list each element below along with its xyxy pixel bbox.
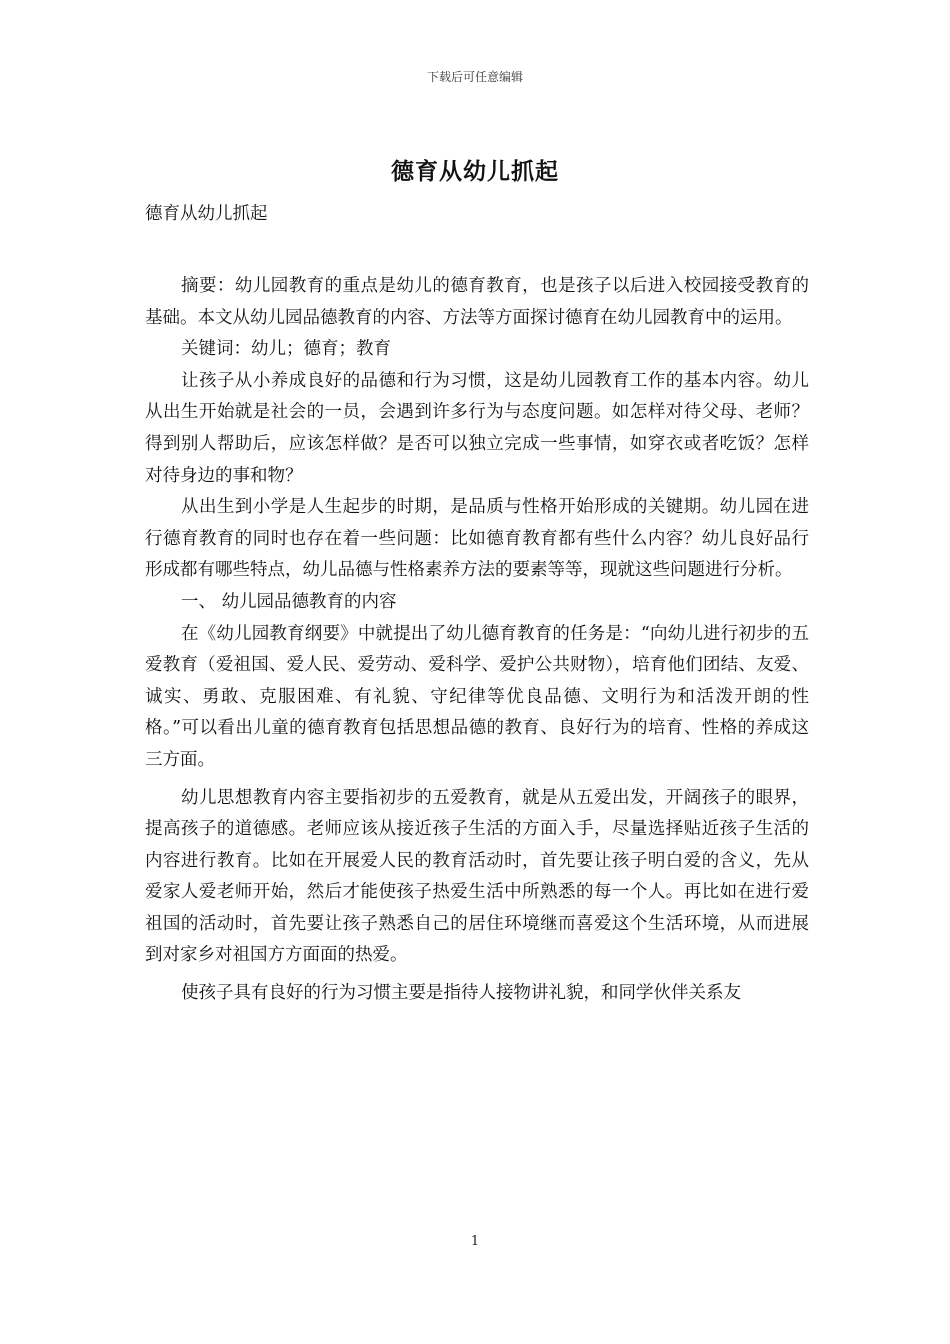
body-paragraph: 在《幼儿园教育纲要》中就提出了幼儿德育教育的任务是：“向幼儿进行初步的五爱教育（爱祖国、爱人民、爱劳动、爱科学、爱护公共财物），培育他们团结、友爱、诚实、勇敢、克服困难、有礼貌、守纪律等优良品德、文明行为和活泼开朗的性格。”可以看出儿童的德育教育包括思想品德的教育、良好行为的培育、性格的养成这三方面。: [145, 623, 809, 770]
body-paragraph: 幼儿思想教育内容主要指初步的五爱教育，就是从五爱出发，开阔孩子的眼界，提高孩子的道德感。老师应该从接近孩子生活的方面入手，尽量选择贴近孩子生活的内容进行教育。比如在开展爱人民的教育活动时，首先要让孩子明白爱的含义，先从爱家人爱老师开始，然后才能使孩子热爱生活中所熟悉的每一个人。再比如在进行爱祖国的活动时，首先要让孩子熟悉自己的居住环境继而喜爱这个生活环境，从而进展到对家乡对祖国方方面面的热爱。: [145, 787, 809, 966]
body-paragraph: 从出生到小学是人生起步的时期，是品质与性格开始形成的关键期。幼儿园在进行德育教育的同时也存在着一些问题：比如德育教育都有些什么内容？幼儿良好品行形成都有哪些特点，幼儿品德与性格素养方法的要素等等，现就这些问题进行分析。: [145, 497, 809, 581]
document-title: 德育从幼儿抓起: [391, 158, 559, 185]
page-number: 1: [470, 1234, 480, 1249]
header-note: 下载后可任意编辑: [426, 70, 523, 84]
document-body: [145, 271, 809, 1010]
keywords-paragraph: 关键词：幼儿；德育；教育: [181, 339, 391, 360]
document-subtitle: 德育从幼儿抓起: [145, 204, 268, 224]
abstract-paragraph: 摘要：幼儿园教育的重点是幼儿的德育教育，也是孩子以后进入校园接受教育的基础。本文从幼儿园品德教育的内容、方法等方面探讨德育在幼儿园教育中的运用。: [145, 276, 809, 328]
section-heading: 一、 幼儿园品德教育的内容: [181, 591, 397, 612]
body-paragraph: 让孩子从小养成良好的品德和行为习惯，这是幼儿园教育工作的基本内容。幼儿从出生开始就是社会的一员，会遇到许多行为与态度问题。如怎样对待父母、老师？得到别人帮助后，应该怎样做？是否可以独立完成一些事情，如穿衣或者吃饭？怎样对待身边的事和物？: [145, 370, 809, 486]
body-paragraph: 使孩子具有良好的行为习惯主要是指待人接物讲礼貌，和同学伙伴关系友: [181, 983, 741, 1004]
